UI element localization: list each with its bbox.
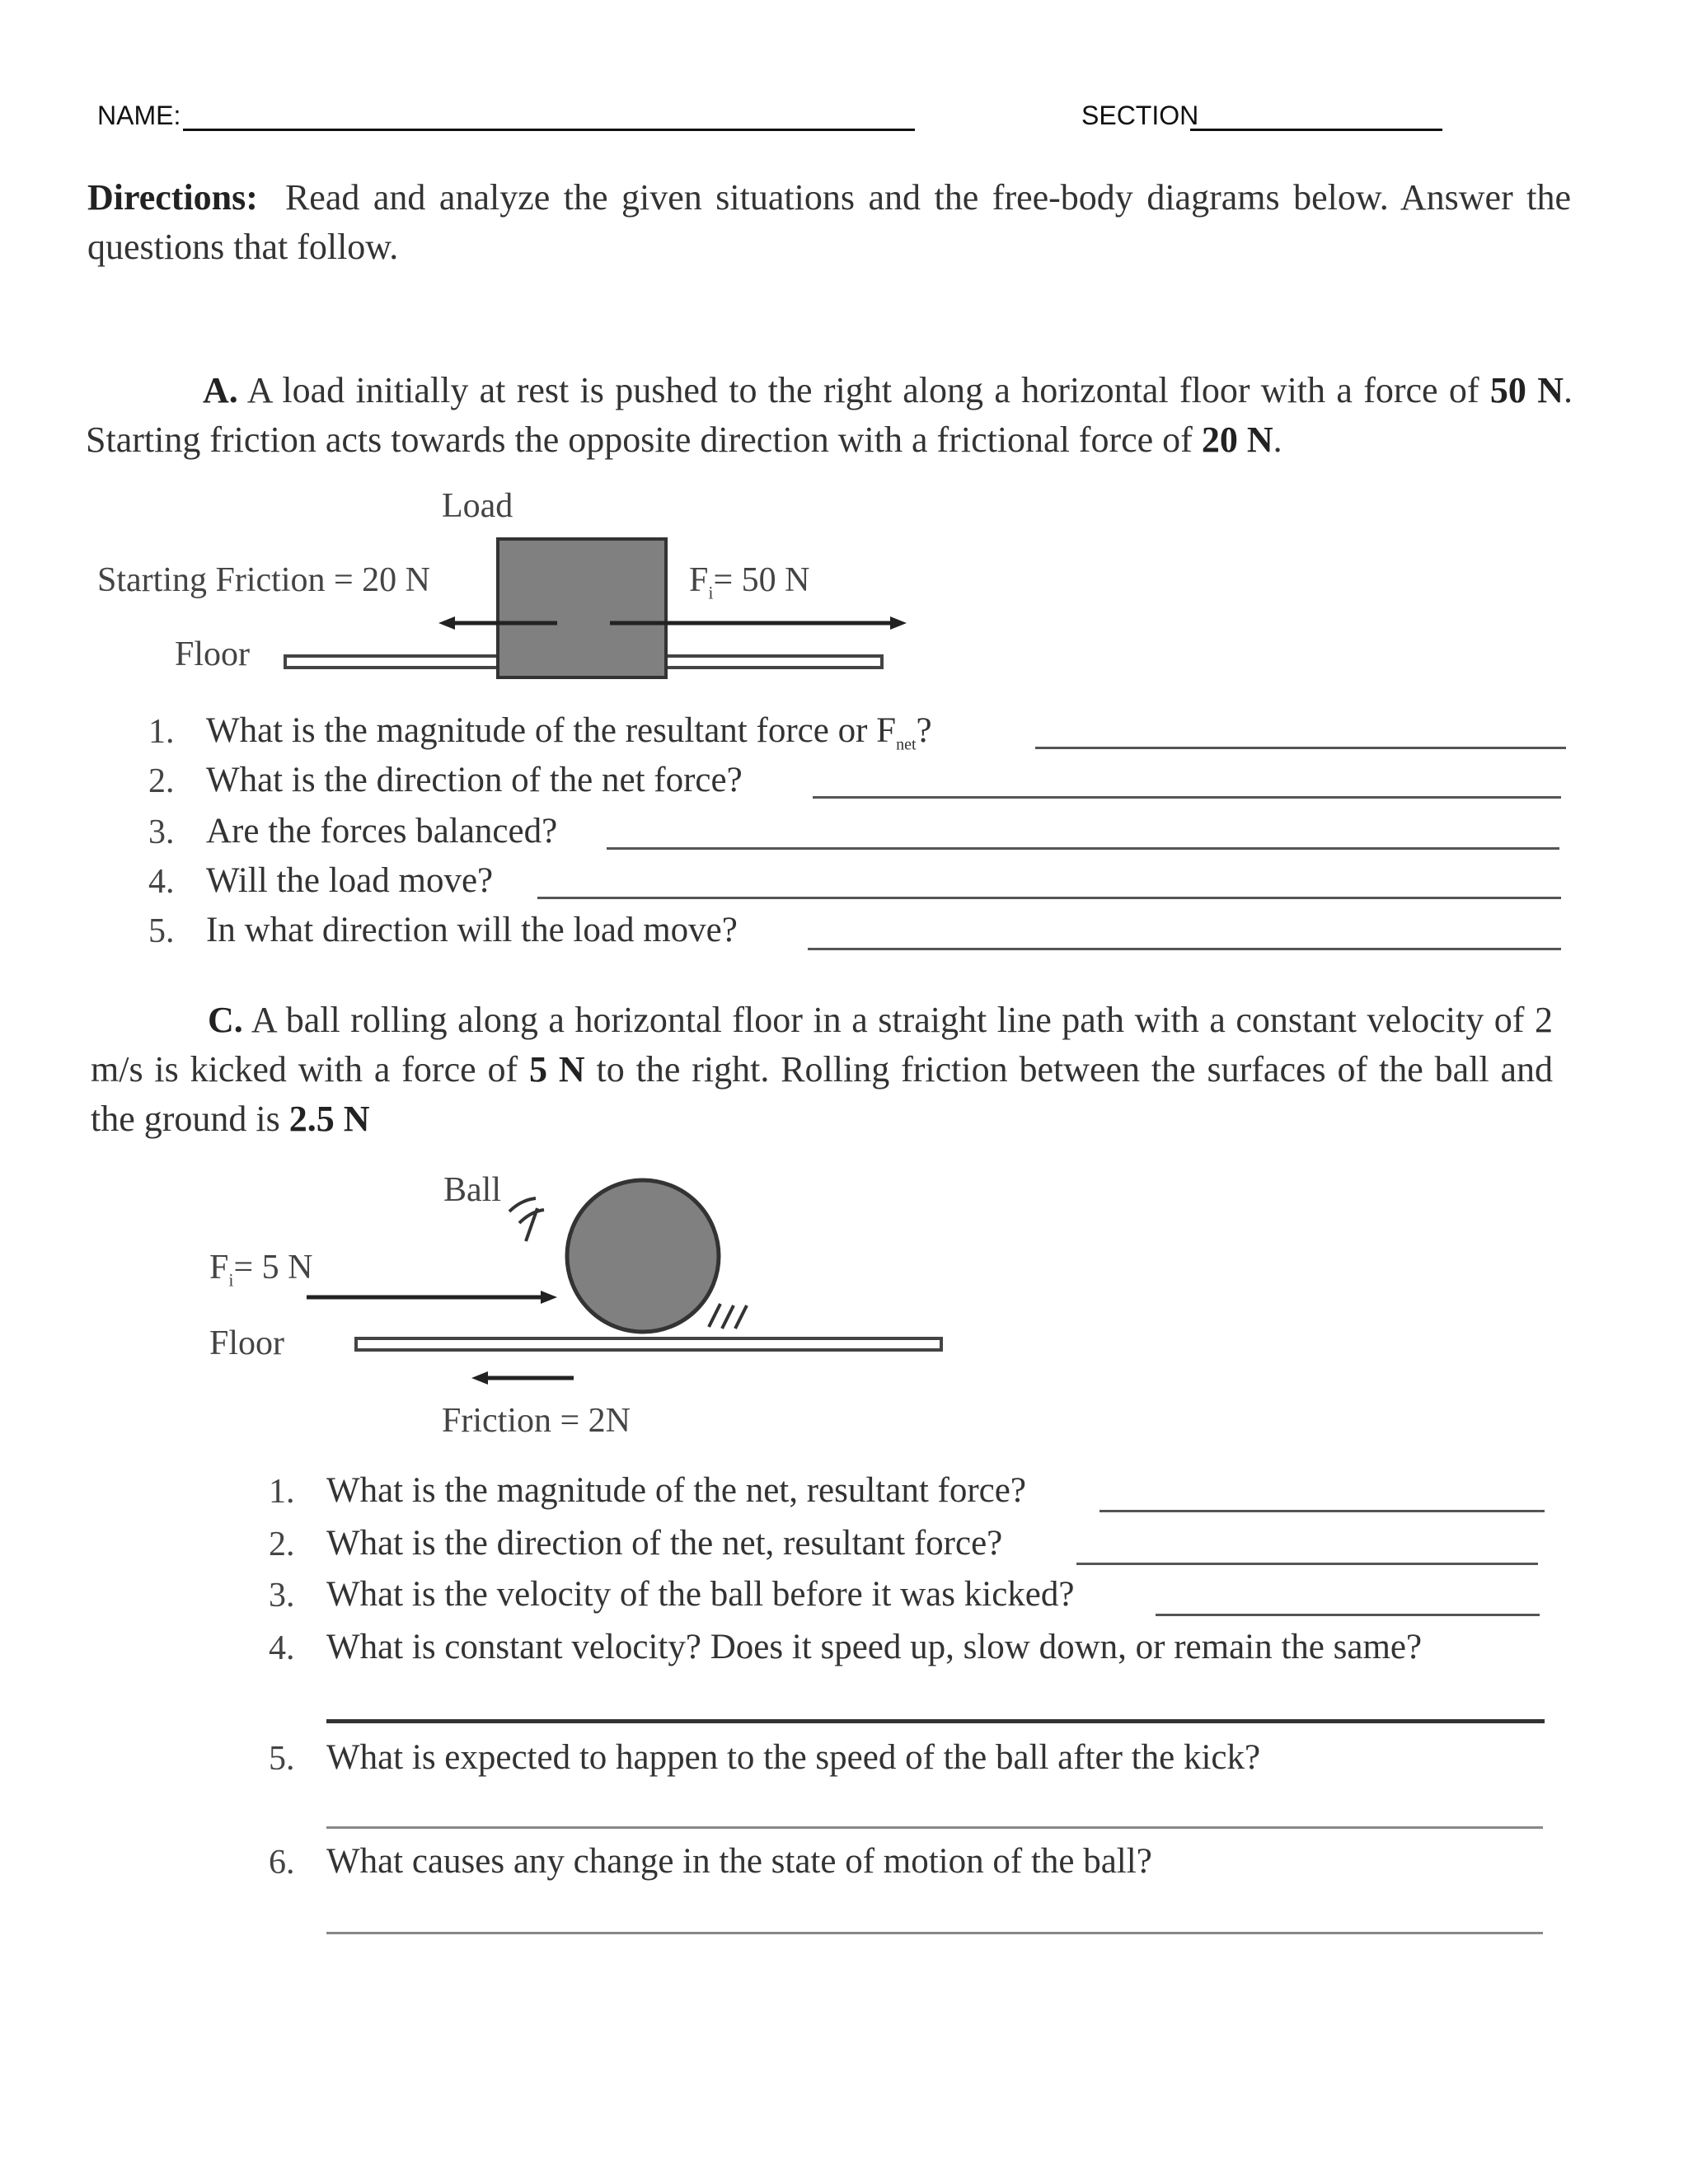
force-arrowhead-c xyxy=(541,1291,557,1304)
answer-line-c-6[interactable] xyxy=(326,1932,1543,1934)
floor-label-c: Floor xyxy=(209,1324,285,1362)
motion-mark-top xyxy=(509,1198,544,1241)
answer-line-c-5[interactable] xyxy=(326,1826,1543,1829)
ball-label: Ball xyxy=(443,1171,501,1209)
question-c-3-number: 3. xyxy=(269,1577,295,1615)
question-c-2-text: What is the direction of the net, resultant force? xyxy=(326,1524,1003,1563)
question-a-1-text: What is the magnitude of the resultant force or $F_{net}$? xyxy=(206,711,932,754)
motion-mark-bottom xyxy=(709,1304,747,1329)
question-c-1-number: 1. xyxy=(269,1473,295,1511)
answer-line-c-4[interactable] xyxy=(326,1719,1545,1723)
question-c-4-number: 4. xyxy=(269,1629,295,1667)
answer-line-c-1[interactable] xyxy=(1100,1510,1545,1512)
question-a-5-number: 5. xyxy=(148,912,175,950)
question-c-1-text: What is the magnitude of the net, resultant force? xyxy=(326,1471,1026,1510)
floor-c xyxy=(356,1338,941,1350)
situation-c-letter: C. xyxy=(208,1000,243,1040)
section-label: SECTION xyxy=(1081,101,1199,130)
question-a-2-number: 2. xyxy=(148,762,175,800)
question-a-5-text: In what direction will the load move? xyxy=(206,911,738,949)
question-c-5-number: 5. xyxy=(269,1740,295,1778)
applied-force-label-a: $F_i= 50$ N xyxy=(689,561,810,603)
question-a-1-number: 1. xyxy=(148,713,175,751)
load-label: Load xyxy=(442,487,513,525)
directions-text: Read and analyze the given situations and the free-body diagrams below. Answer the questions that follow. xyxy=(87,177,1571,267)
situation-c-text-1: A ball rolling along a horizontal floor in a straight line path with a constant velocity of 2 m/s is kicked with a force of xyxy=(91,1000,1553,1090)
situation-c-force: 5 N xyxy=(529,1049,585,1090)
question-c-6-text: What causes any change in the state of motion of the ball? xyxy=(326,1842,1152,1881)
directions-label: Directions: xyxy=(87,177,258,218)
situation-c-friction: 2.5 N xyxy=(288,1099,370,1139)
situation-a-text-3: . xyxy=(1273,419,1282,460)
applied-force-label-c: $F_i= 5$ N xyxy=(209,1249,313,1291)
situation-c-text-2: to the right. Rolling friction between the surfaces of the ball and the ground is xyxy=(91,1049,1554,1139)
question-c-3-text: What is the velocity of the ball before it was kicked? xyxy=(326,1575,1075,1614)
starting-friction-label: Starting Friction = 20 N xyxy=(97,561,431,599)
friction-label-c: Friction = 2N xyxy=(442,1402,631,1440)
ball xyxy=(567,1180,719,1332)
question-a-3-text: Are the forces balanced? xyxy=(206,812,558,851)
question-a-4-text: Will the load move? xyxy=(206,861,494,900)
answer-line-c-3[interactable] xyxy=(1156,1614,1540,1616)
situation-a-letter: A. xyxy=(203,370,238,410)
question-a-4-number: 4. xyxy=(148,863,175,901)
question-c-6-number: 6. xyxy=(269,1844,295,1882)
name-label: NAME: xyxy=(97,101,181,130)
situation-a-text-2: . Starting friction acts towards the opposite direction with a frictional force of xyxy=(86,370,1573,460)
question-c-4-text: What is constant velocity? Does it speed up, slow down, or remain the same? xyxy=(326,1628,1423,1666)
question-a-3-number: 3. xyxy=(148,813,175,851)
floor-label-a: Floor xyxy=(175,635,251,673)
answer-line-c-2[interactable] xyxy=(1076,1563,1538,1565)
question-a-2-text: What is the direction of the net force? xyxy=(206,761,743,799)
situation-a-friction: 20 N xyxy=(1201,419,1273,460)
question-c-2-number: 2. xyxy=(269,1526,295,1563)
situation-a-force: 50 N xyxy=(1489,370,1564,410)
situation-a-text-1: A load initially at rest is pushed to the right along a horizontal floor with a force of xyxy=(246,370,1479,410)
question-c-5-text: What is expected to happen to the speed of the ball after the kick? xyxy=(326,1738,1261,1777)
friction-arrowhead-c xyxy=(471,1371,488,1385)
